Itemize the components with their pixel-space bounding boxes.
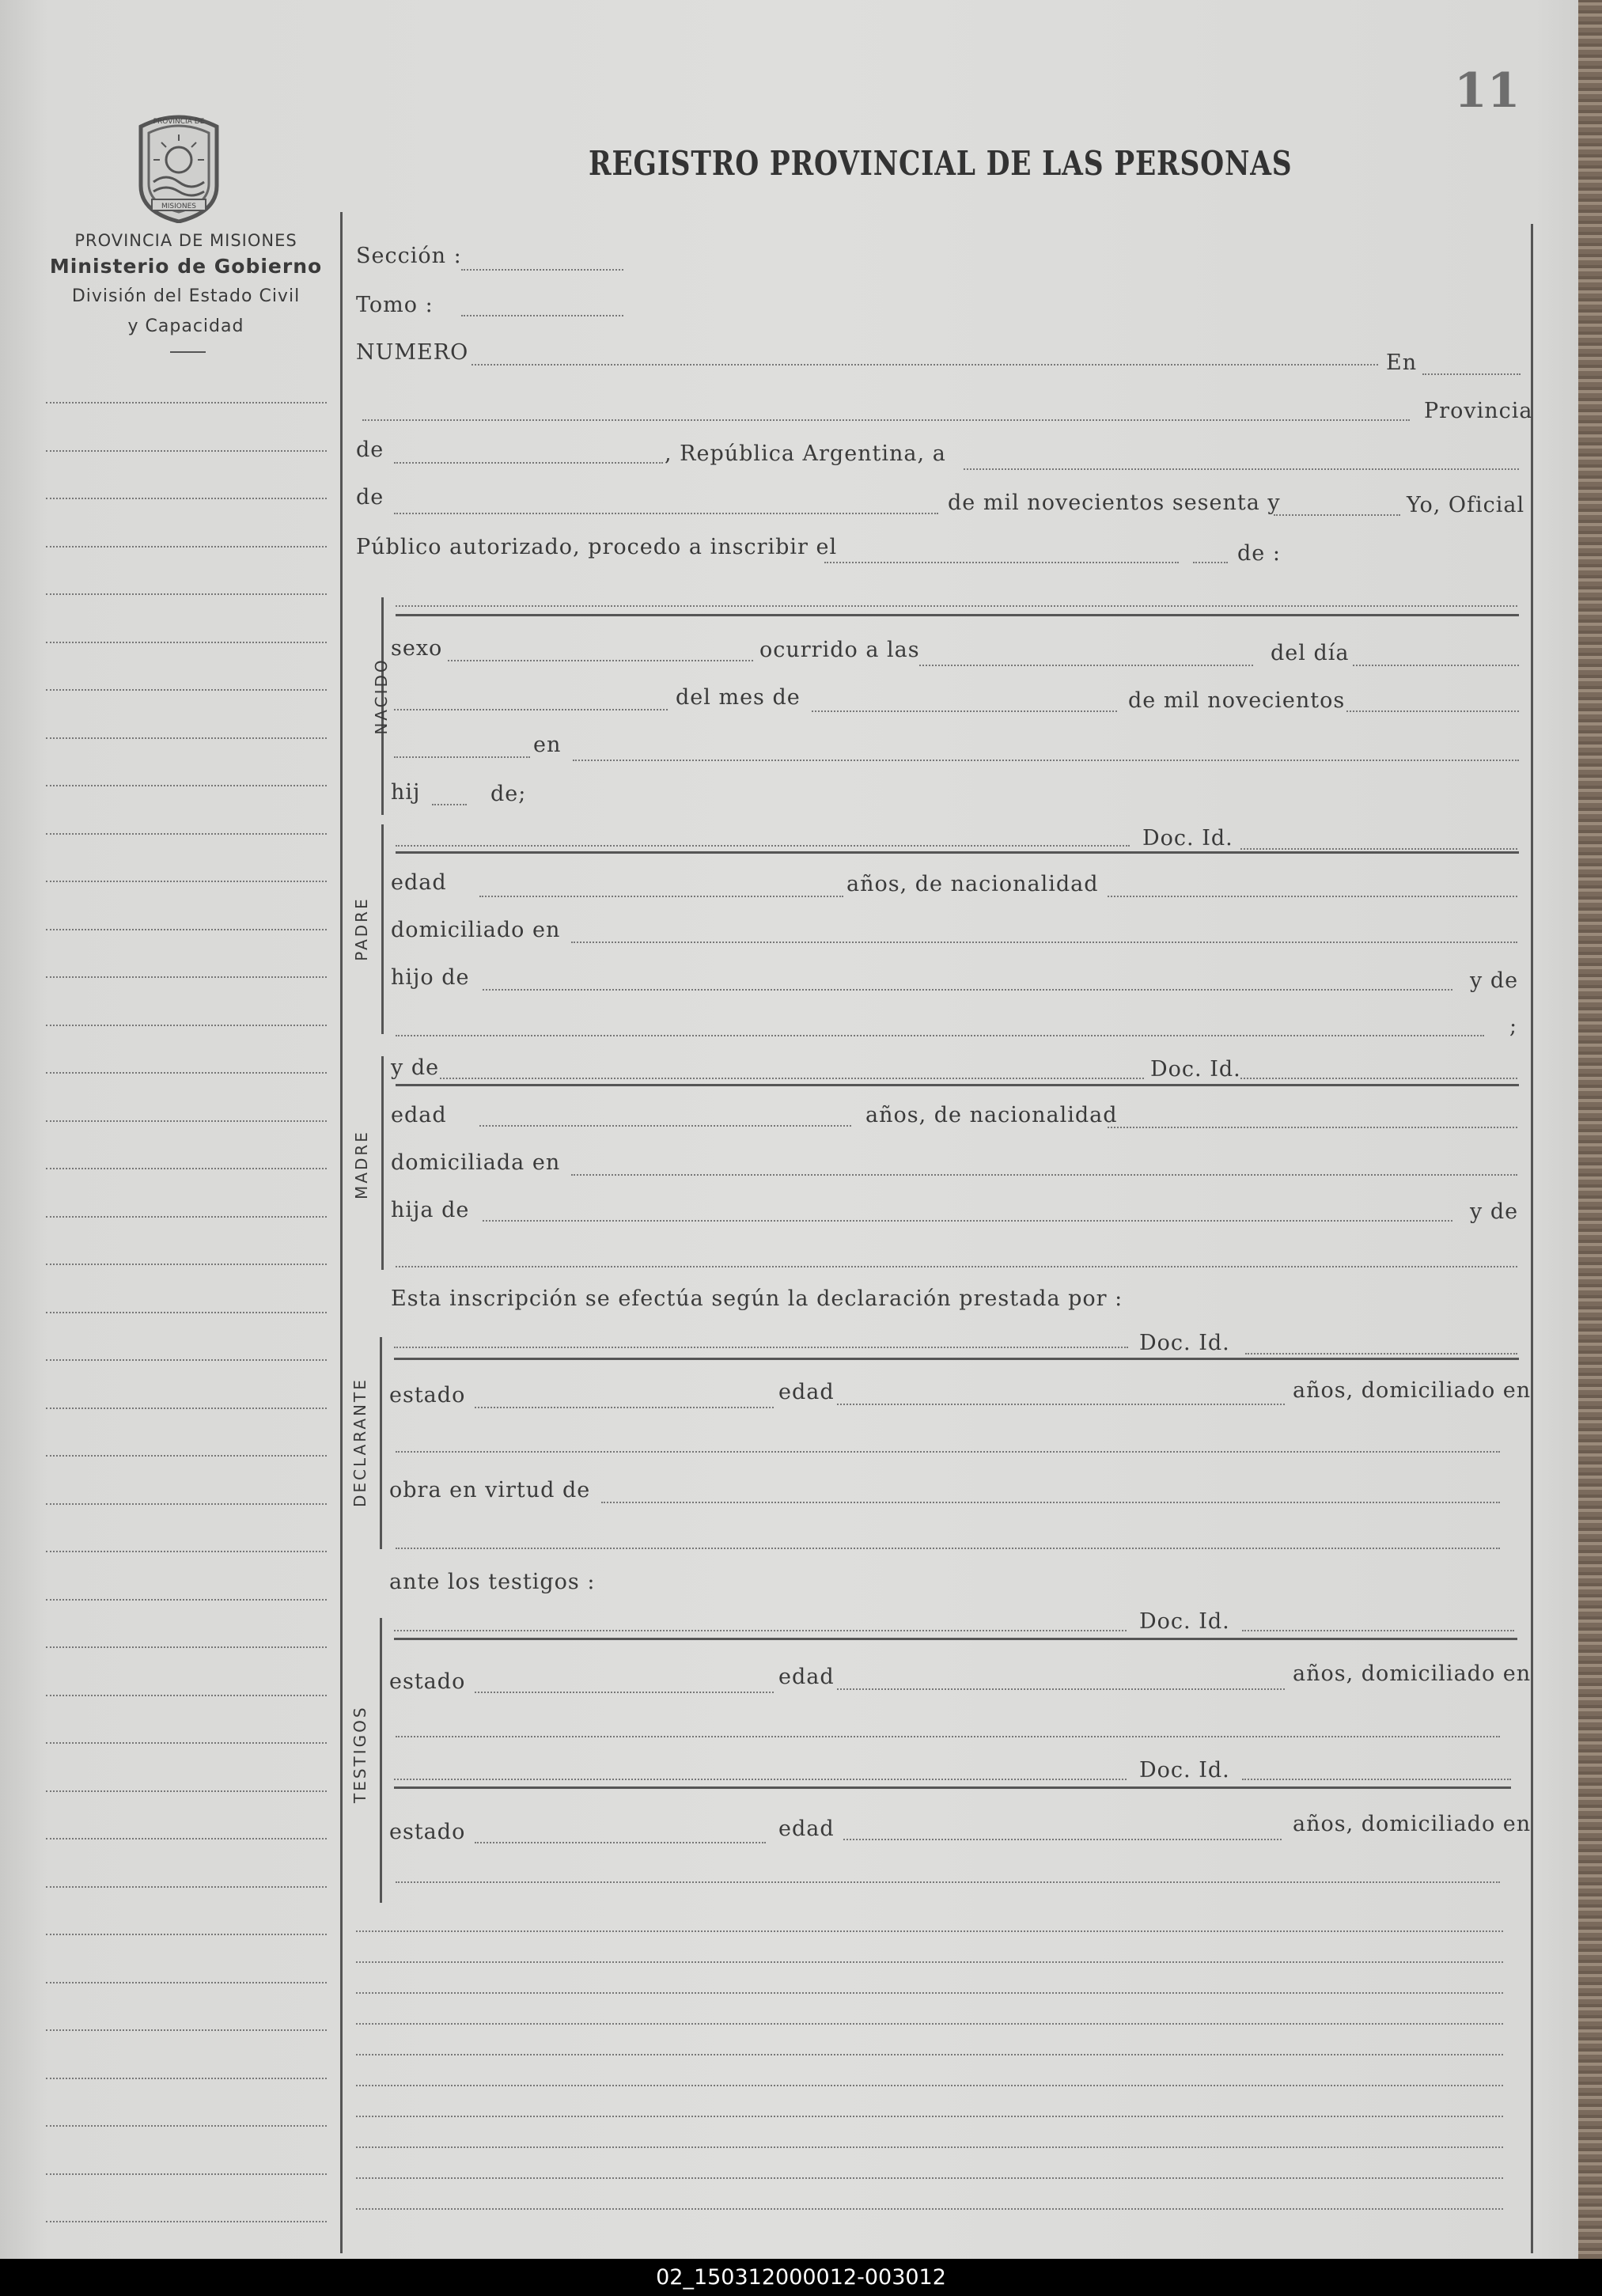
label-del-dia: del día xyxy=(1271,641,1350,665)
margin-ruled-line[interactable] xyxy=(46,2029,327,2031)
margin-ruled-line[interactable] xyxy=(46,785,327,786)
label-madre-doc: Doc. Id. xyxy=(1150,1057,1241,1082)
label-padre-nac: años, de nacionalidad xyxy=(846,872,1099,896)
field-lugar-nacimiento[interactable] xyxy=(573,760,1519,761)
org-line-4: y Capacidad xyxy=(127,316,244,336)
label-yo-oficial: Yo, Oficial xyxy=(1407,493,1525,517)
margin-ruled-line[interactable] xyxy=(46,1886,327,1888)
field-padre-doc[interactable] xyxy=(1240,848,1517,850)
label-tomo: Tomo : xyxy=(356,293,434,317)
label-declarante-estado: estado xyxy=(389,1383,466,1408)
field-testigo2-estado[interactable] xyxy=(475,1842,766,1843)
field-declarante-estado[interactable] xyxy=(475,1407,774,1408)
margin-ruled-line[interactable] xyxy=(46,1072,327,1074)
label-sexo: sexo xyxy=(391,636,443,661)
margin-ruled-line[interactable] xyxy=(46,1216,327,1218)
margin-ruled-line[interactable] xyxy=(46,1455,327,1457)
field-lugar-1[interactable] xyxy=(394,756,530,758)
field-tomo[interactable] xyxy=(461,315,623,316)
field-dia-nacimiento[interactable] xyxy=(1353,665,1519,666)
field-testigo1-nombre[interactable] xyxy=(394,1630,1127,1631)
scan-id-footer: 02_150312000012-003012 xyxy=(0,2259,1602,2296)
field-testigo1-doc[interactable] xyxy=(1242,1630,1514,1631)
label-de-semi: de; xyxy=(490,782,527,806)
seal-text-bottom: MISIONES xyxy=(161,203,197,210)
field-declarante-obra-2[interactable] xyxy=(396,1548,1500,1549)
label-testigo2-estado: estado xyxy=(389,1820,466,1844)
label-obra: obra en virtud de xyxy=(389,1478,591,1502)
label-hijo-de: hijo de xyxy=(391,965,470,990)
field-padre-abuela[interactable] xyxy=(396,1035,1484,1036)
field-madre-abuela[interactable] xyxy=(396,1266,1517,1267)
field-testigo2-edad[interactable] xyxy=(843,1839,1282,1840)
field-declarante-edad[interactable] xyxy=(837,1404,1285,1405)
org-line-3: División del Estado Civil xyxy=(71,286,301,306)
label-madre-y-de: y de xyxy=(391,1055,440,1080)
field-padre-nacionalidad[interactable] xyxy=(1108,896,1517,897)
margin-ruled-line[interactable] xyxy=(46,881,327,882)
field-declarante-obra[interactable] xyxy=(601,1502,1500,1503)
margin-ruled-line[interactable] xyxy=(46,450,327,452)
observation-line[interactable] xyxy=(356,2054,1503,2055)
margin-ruled-line[interactable] xyxy=(46,1790,327,1792)
label-de: de xyxy=(356,438,384,462)
margin-ruled-line[interactable] xyxy=(46,833,327,835)
margin-ruled-line[interactable] xyxy=(46,737,327,739)
field-sexo[interactable] xyxy=(448,660,753,661)
margin-ruled-line[interactable] xyxy=(46,2221,327,2222)
section-label-declarante: DECLARANTE xyxy=(350,1377,369,1507)
field-numero[interactable] xyxy=(472,364,1378,366)
label-madre-domicilio: domiciliada en xyxy=(391,1150,561,1175)
margin-ruled-line[interactable] xyxy=(46,1742,327,1744)
margin-ruled-line[interactable] xyxy=(46,929,327,930)
right-border xyxy=(1531,224,1533,2253)
label-hij: hij xyxy=(391,780,421,805)
label-ocurrido: ocurrido a las xyxy=(759,638,920,662)
margin-ruled-line[interactable] xyxy=(46,1934,327,1935)
org-underline xyxy=(170,351,206,353)
field-inscribir[interactable] xyxy=(824,562,1179,563)
field-testigo1-domicilio[interactable] xyxy=(396,1736,1500,1737)
label-en: En xyxy=(1386,350,1418,375)
margin-ruled-line[interactable] xyxy=(46,976,327,978)
field-seccion[interactable] xyxy=(461,269,623,271)
rule-padre xyxy=(396,851,1519,854)
field-padre-domicilio[interactable] xyxy=(571,942,1517,943)
page-number: 11 xyxy=(1454,63,1521,119)
rule-nacido xyxy=(396,614,1519,616)
margin-ruled-line[interactable] xyxy=(46,498,327,499)
observation-line[interactable] xyxy=(356,1930,1503,1932)
margin-ruled-line[interactable] xyxy=(46,1599,327,1601)
margin-ruled-line[interactable] xyxy=(46,1646,327,1648)
label-republica: , República Argentina, a xyxy=(665,441,946,466)
margin-ruled-line[interactable] xyxy=(46,1264,327,1265)
section-label-testigos: TESTIGOS xyxy=(350,1705,369,1803)
field-madre-domicilio[interactable] xyxy=(571,1174,1517,1176)
rule-declarante xyxy=(394,1358,1519,1360)
observation-line[interactable] xyxy=(356,2116,1503,2117)
label-madre-edad: edad xyxy=(391,1103,447,1127)
provincial-seal xyxy=(134,111,223,223)
margin-ruled-line[interactable] xyxy=(46,642,327,643)
margin-ruled-line[interactable] xyxy=(46,689,327,691)
label-declarante-domicilio: años, domiciliado en xyxy=(1293,1378,1532,1403)
margin-ruled-line[interactable] xyxy=(46,1695,327,1696)
section-bracket-testigos xyxy=(380,1618,382,1903)
field-declarante-nombre[interactable] xyxy=(394,1347,1128,1348)
label-padre-semi: ; xyxy=(1509,1014,1518,1039)
field-en[interactable] xyxy=(1422,373,1521,375)
margin-ruled-line[interactable] xyxy=(46,1312,327,1313)
section-bracket-declarante xyxy=(380,1337,382,1549)
book-binding-edge xyxy=(1578,0,1602,2259)
margin-ruled-line[interactable] xyxy=(46,1982,327,1983)
observation-line[interactable] xyxy=(356,2177,1503,2179)
rule-testigo2 xyxy=(394,1786,1511,1789)
field-madre-edad[interactable] xyxy=(479,1125,851,1127)
field-anio-registro[interactable] xyxy=(1274,514,1400,516)
field-madre-abuelo[interactable] xyxy=(483,1220,1452,1222)
field-nacido-name[interactable] xyxy=(396,605,1517,607)
field-testigo1-estado[interactable] xyxy=(475,1692,774,1693)
field-dia-nacimiento-2[interactable] xyxy=(394,709,668,710)
rule-madre xyxy=(396,1084,1519,1086)
field-provincia-name[interactable] xyxy=(394,462,663,464)
label-de-2: de xyxy=(356,485,384,510)
margin-ruled-line[interactable] xyxy=(46,402,327,404)
label-padre-domicilio: domiciliado en xyxy=(391,918,561,942)
label-numero: NUMERO xyxy=(356,340,469,365)
field-inscribir-2[interactable] xyxy=(1193,562,1228,563)
org-line-1: PROVINCIA DE MISIONES xyxy=(74,231,297,250)
label-de-mil-sesenta: de mil novecientos sesenta y xyxy=(948,491,1281,515)
field-en-continued[interactable] xyxy=(362,419,1410,421)
label-declarante-doc: Doc. Id. xyxy=(1139,1331,1230,1355)
field-padre-abuelo[interactable] xyxy=(483,989,1452,991)
margin-ruled-line[interactable] xyxy=(46,546,327,547)
label-en-nac: en xyxy=(533,733,562,757)
field-anio-nacimiento[interactable] xyxy=(1346,710,1519,712)
field-mes-nacimiento[interactable] xyxy=(812,710,1117,712)
margin-ruled-line[interactable] xyxy=(46,2078,327,2079)
field-hora[interactable] xyxy=(919,665,1253,666)
label-testigo2-edad: edad xyxy=(778,1817,835,1841)
label-provincia: Provincia xyxy=(1424,399,1533,423)
field-padre-edad[interactable] xyxy=(479,896,843,897)
observation-line[interactable] xyxy=(356,2085,1503,2086)
observation-line[interactable] xyxy=(356,2146,1503,2148)
label-padre-y-de: y de xyxy=(1470,968,1519,993)
observation-line[interactable] xyxy=(356,1992,1503,1994)
field-madre-doc[interactable] xyxy=(1240,1078,1517,1079)
label-de-mil: de mil novecientos xyxy=(1128,688,1346,713)
section-label-padre: PADRE xyxy=(352,896,371,961)
label-madre-nac: años, de nacionalidad xyxy=(865,1103,1118,1127)
section-bracket-padre xyxy=(381,824,384,1034)
label-ante-testigos: ante los testigos : xyxy=(389,1570,596,1594)
field-madre-nacionalidad[interactable] xyxy=(1108,1127,1517,1128)
observation-line[interactable] xyxy=(356,2208,1503,2210)
label-padre-edad: edad xyxy=(391,870,447,895)
margin-ruled-line[interactable] xyxy=(46,1838,327,1839)
field-padre-nombre[interactable] xyxy=(396,845,1130,847)
section-label-madre: MADRE xyxy=(352,1130,371,1199)
field-testigo2-domicilio[interactable] xyxy=(396,1881,1500,1883)
label-testigo1-doc: Doc. Id. xyxy=(1139,1609,1230,1634)
seal-text-top: PROVINCIA DE xyxy=(153,118,205,126)
label-testigo1-domicilio: años, domiciliado en xyxy=(1293,1661,1532,1686)
field-testigo2-nombre[interactable] xyxy=(394,1779,1127,1780)
margin-ruled-line[interactable] xyxy=(46,1025,327,1026)
margin-ruled-line[interactable] xyxy=(46,1503,327,1505)
label-testigo1-edad: edad xyxy=(778,1665,835,1689)
margin-ruled-line[interactable] xyxy=(46,2173,327,2175)
field-mes-registro[interactable] xyxy=(394,513,938,514)
label-padre-doc: Doc. Id. xyxy=(1142,826,1233,851)
label-testigo2-doc: Doc. Id. xyxy=(1139,1758,1230,1783)
margin-ruled-line[interactable] xyxy=(46,1359,327,1361)
label-hija-de: hija de xyxy=(391,1198,470,1222)
label-del-mes: del mes de xyxy=(676,685,801,710)
field-madre-nombre[interactable] xyxy=(440,1078,1144,1079)
margin-divider xyxy=(340,212,343,2253)
margin-ruled-line[interactable] xyxy=(46,1120,327,1122)
section-label-nacido: NACIDO xyxy=(372,657,391,735)
label-declarante-edad: edad xyxy=(778,1380,835,1404)
label-madre-y-de: y de xyxy=(1470,1199,1519,1224)
margin-ruled-line[interactable] xyxy=(46,2125,327,2127)
field-dia-registro[interactable] xyxy=(964,468,1519,470)
declaration-text: Esta inscripción se efectúa según la declaración prestada por : xyxy=(391,1286,1123,1311)
field-testigo1-edad[interactable] xyxy=(837,1688,1285,1690)
field-hij[interactable] xyxy=(432,804,467,805)
field-declarante-doc[interactable] xyxy=(1245,1353,1517,1354)
label-testigo1-estado: estado xyxy=(389,1669,466,1694)
margin-ruled-line[interactable] xyxy=(46,1408,327,1409)
observation-line[interactable] xyxy=(356,1961,1503,1963)
margin-ruled-line[interactable] xyxy=(46,1551,327,1552)
label-testigo2-domicilio: años, domiciliado en xyxy=(1293,1812,1532,1836)
margin-ruled-line[interactable] xyxy=(46,1168,327,1169)
org-line-2: Ministerio de Gobierno xyxy=(49,255,323,278)
label-de-colon: de : xyxy=(1237,541,1281,566)
label-publico: Público autorizado, procedo a inscribir el xyxy=(356,535,838,559)
field-declarante-domicilio[interactable] xyxy=(396,1451,1500,1453)
margin-ruled-line[interactable] xyxy=(46,593,327,595)
page-title: REGISTRO PROVINCIAL DE LAS PERSONAS xyxy=(589,144,1293,183)
field-testigo2-doc[interactable] xyxy=(1242,1779,1511,1780)
label-seccion: Sección : xyxy=(356,244,462,268)
observation-line[interactable] xyxy=(356,2023,1503,2025)
rule-testigo1 xyxy=(394,1638,1517,1640)
section-bracket-madre xyxy=(381,1056,384,1270)
